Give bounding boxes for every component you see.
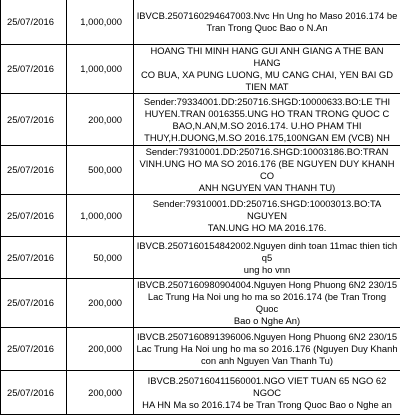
description-cell [134,94,400,146]
description-line: ung ho vnn [136,264,398,276]
description-line: Sender:79310001.DD:250716.SHGD:10003013.BO:TA NGUYEN [136,198,398,222]
table-row [1,237,400,279]
amount-cell: 1,000,000 [67,195,134,237]
description-cell [134,0,400,45]
table-row [1,45,400,94]
amount-cell: 200,000 [67,371,134,415]
amount-cell: 50,000 [67,237,134,279]
table-row [1,94,400,146]
amount-cell: 1,000,000 [67,0,134,45]
table-row [1,328,400,371]
date-cell: 25/07/2016 [1,0,67,45]
description-line: IBVCB.2507160294647003.Nvc Hn Ung ho Maso 2016.174 be [136,10,398,22]
description-line: BAO,N.AN,M.SO 2016.174. U.HO PHAM THI [136,120,398,132]
date-cell: 25/07/2016 [1,371,67,415]
description-line: TAN.UNG HO MA 2016.176. [136,222,398,234]
description-line: THUY,H.DUONG,M.SO 2016.175,100NGAN EM (VCB) NH [136,132,398,144]
date-cell: 25/07/2016 [1,94,67,146]
amount-cell: 200,000 [67,328,134,371]
description-cell [134,279,400,328]
description-line: con anh Nguyen Van Thanh Tu) [136,355,398,367]
description-line: HOANG THI MINH HANG GUI ANH GIANG A THE BAN HANG [136,45,398,69]
date-cell: 25/07/2016 [1,237,67,279]
description-cell [134,195,400,237]
description-line: VINH.UNG HO MA SO 2016.176 (BE NGUYEN DUY KHANH CO [136,158,398,182]
description-cell [134,328,400,371]
date-cell: 25/07/2016 [1,146,67,195]
table-row [1,279,400,328]
description-line: Tran Trong Quoc Bao o N.An [136,22,398,34]
table-row [1,0,400,45]
amount-cell: 200,000 [67,279,134,328]
table-row [1,146,400,195]
description-cell [134,237,400,279]
description-line: IBVCB.2507160980904004.Nguyen Hong Phuong 6N2 230/15 [136,279,398,291]
description-line: Lac Trung Ha Noi ung ho ma so 2016.174 (be Tran Trong Quoc [136,291,398,315]
description-line: Lac Trung Ha Noi ung ho ma so 2016.176 (Nguyen Duy Khanh [136,343,398,355]
amount-cell: 200,000 [67,94,134,146]
amount-cell: 500,000 [67,146,134,195]
description-line: HUYEN.TRAN 0016355.UNG HO TRAN TRONG QUOC C [136,108,398,120]
date-cell: 25/07/2016 [1,279,67,328]
description-cell [134,146,400,195]
description-line: Bao o Nghe An) [136,315,398,327]
description-line: IBVCB.2507160411560001.NGO VIET TUAN 65 NGO 62 NGOC [136,375,398,399]
table-row [1,371,400,415]
description-line: CO BUA, XA PUNG LUONG, MU CANG CHAI, YEN BAI GD [136,69,398,81]
description-line: HA HN Ma so 2016.174 be Tran Trong Quoc Bao o Nghe an [136,399,398,411]
amount-cell: 1,000,000 [67,45,134,94]
date-cell: 25/07/2016 [1,328,67,371]
description-line: TIEN MAT [136,81,398,93]
date-cell: 25/07/2016 [1,45,67,94]
description-line: Sender:79334001.DD:250716.SHGD:10000633.BO:LE THI [136,96,398,108]
description-cell [134,371,400,415]
description-line: ANH NGUYEN VAN THANH TU) [136,182,398,194]
table-row [1,195,400,237]
description-line: IBVCB.2507160891396006.Nguyen Hong Phuong 6N2 230/15 [136,331,398,343]
date-cell: 25/07/2016 [1,195,67,237]
description-line: Sender:79310001.DD:250716.SHGD:10003186.BO:TRAN [136,146,398,158]
description-line: IBVCB.2507160154842002.Nguyen dinh toan 11mac thien tich q5 [136,240,398,264]
description-cell [134,45,400,94]
